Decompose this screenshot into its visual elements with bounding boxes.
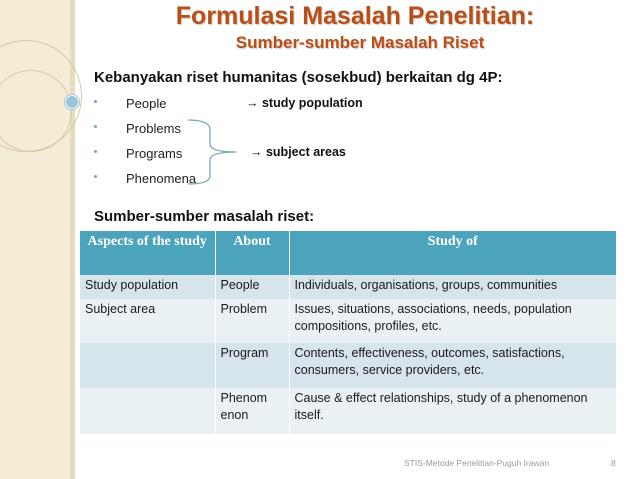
slide-title: Formulasi Masalah Penelitian: (175, 2, 535, 30)
cell-aspect: Subject area (80, 299, 215, 343)
header-study-of: Study of (289, 231, 616, 275)
table-header-row (80, 231, 616, 275)
cell-about: Phenom enon (215, 388, 289, 434)
bullet-dot-icon (94, 175, 97, 178)
slide-subtitle: Sumber-sumber Masalah Riset (235, 33, 485, 52)
bullet-text: Programs (126, 146, 183, 161)
header-about: About (215, 231, 289, 275)
cell-about: Problem (215, 299, 289, 343)
decorative-dot-icon (65, 95, 79, 109)
note-study-population: → study population (246, 96, 363, 110)
header-aspects: Aspects of the study (80, 231, 215, 275)
cell-aspect (80, 343, 215, 388)
cell-study-of: Individuals, organisations, groups, communities (289, 275, 616, 299)
bullet-dot-icon (94, 150, 97, 153)
table-row (80, 275, 616, 299)
cell-about: Program (215, 343, 289, 388)
cell-aspect: Study population (80, 275, 215, 299)
bullet-text: People (126, 96, 167, 111)
bullet-text: Problems (126, 121, 181, 136)
cell-study-of: Contents, effectiveness, outcomes, satisfactions, consumers, service providers, etc. (289, 343, 616, 388)
bullet-dot-icon (94, 125, 97, 128)
grouping-brace-icon (186, 118, 246, 188)
table-row (80, 388, 616, 434)
cell-study-of: Cause & effect relationships, study of a phenomenon itself. (289, 388, 616, 434)
note-subject-areas: → subject areas (250, 145, 346, 159)
intro-heading: Kebanyakan riset humanitas (sosekbud) berkaitan dg 4P: (94, 69, 503, 86)
page-number: 8 (611, 458, 616, 468)
bullet-dot-icon (94, 100, 97, 103)
cell-aspect (80, 388, 215, 434)
cell-study-of: Issues, situations, associations, needs, population compositions, profiles, etc. (289, 299, 616, 343)
section-heading: Sumber-sumber masalah riset: (94, 208, 315, 225)
cell-about: People (215, 275, 289, 299)
table-row (80, 299, 616, 343)
bullet-text: Phenomena (126, 171, 197, 186)
sources-table (80, 231, 616, 434)
slide-footer: STIS-Metode Penelitian-Puguh Irawan (404, 458, 550, 468)
table-row (80, 343, 616, 388)
